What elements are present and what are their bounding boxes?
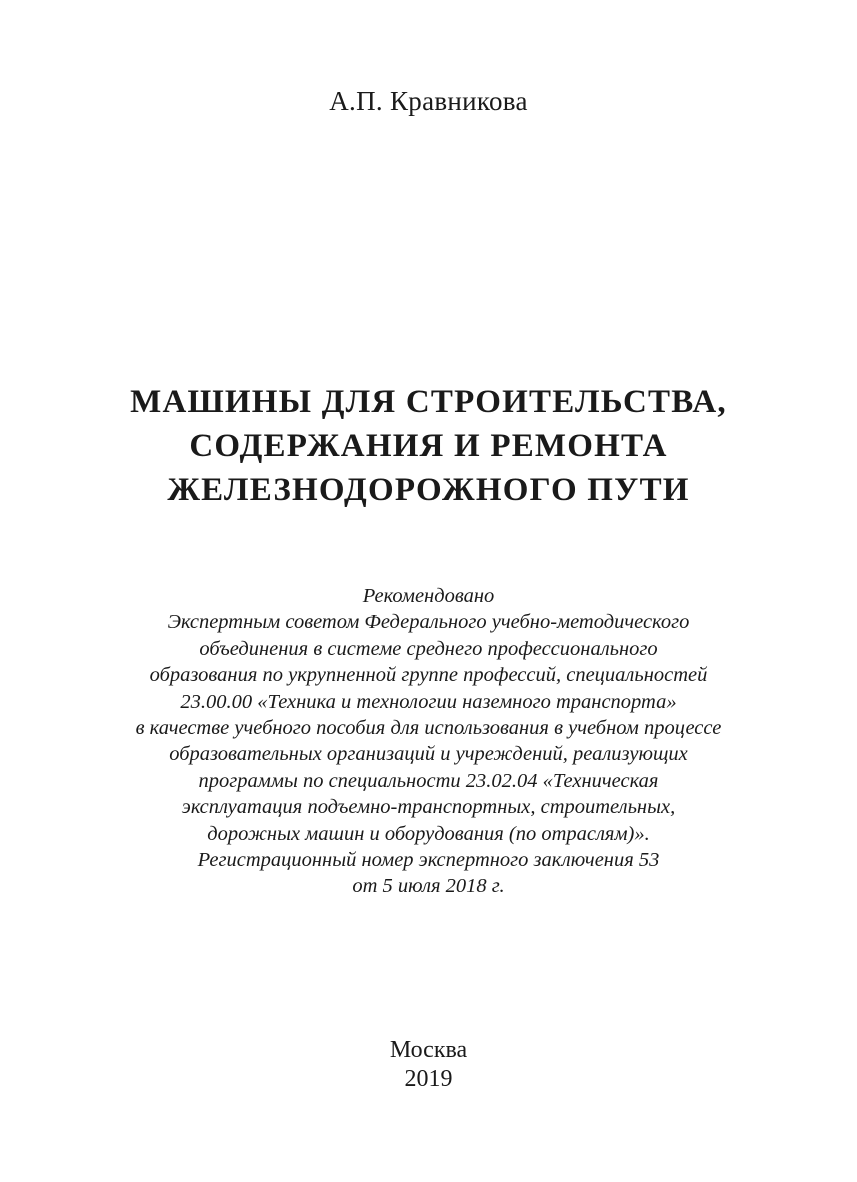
book-title-line: МАШИНЫ ДЛЯ СТРОИТЕЛЬСТВА, bbox=[130, 384, 727, 420]
recommendation-line: Регистрационный номер экспертного заключения 53 bbox=[197, 849, 660, 872]
publication-imprint bbox=[0, 1036, 857, 1094]
book-title bbox=[0, 380, 857, 512]
recommendation-line: от 5 июля 2018 г. bbox=[352, 875, 505, 898]
publication-year: 2019 bbox=[404, 1066, 453, 1092]
publication-city: Москва bbox=[389, 1037, 468, 1063]
recommendation-line: образования по укрупненной группе профессий, специальностей bbox=[149, 664, 708, 687]
recommendation-line: эксплуатация подъемно-транспортных, строительных, bbox=[181, 796, 676, 819]
recommendation-line: 23.00.00 «Техника и технологии наземного транспорта» bbox=[180, 690, 677, 713]
book-title-line: СОДЕРЖАНИЯ И РЕМОНТА bbox=[189, 428, 668, 464]
recommendation-heading: Рекомендовано bbox=[362, 585, 495, 607]
recommendation-line: программы по специальности 23.02.04 «Техническая bbox=[198, 769, 659, 792]
book-title-line: ЖЕЛЕЗНОДОРОЖНОГО ПУТИ bbox=[167, 472, 690, 508]
recommendation-block bbox=[0, 583, 857, 900]
recommendation-line: в качестве учебного пособия для использования в учебном процессе bbox=[135, 717, 722, 740]
author-name: А.П. Кравникова bbox=[329, 86, 528, 116]
recommendation-line: Экспертным советом Федерального учебно-методического bbox=[167, 611, 690, 634]
recommendation-line: объединения в системе среднего профессионального bbox=[199, 637, 658, 660]
recommendation-line: дорожных машин и оборудования (по отраслям)». bbox=[207, 822, 650, 845]
recommendation-line: образовательных организаций и учреждений, реализующих bbox=[169, 743, 688, 766]
